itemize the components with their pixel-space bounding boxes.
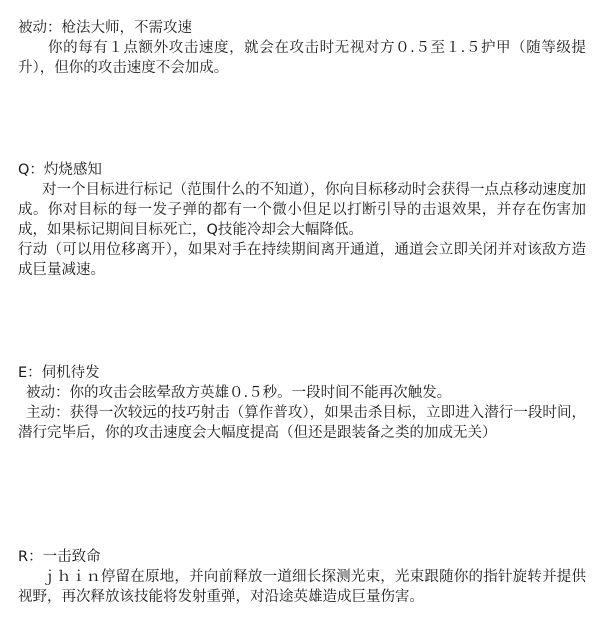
r-skill-heading: R：一击致命 xyxy=(18,549,101,565)
e-skill-passive: 被动：你的攻击会眩晕敌方英雄０.５秒。一段时间不能再次触发。 xyxy=(26,385,452,401)
q-skill-description-cont: 行动（可以用位移离开），如果对手在持续期间离开通道，通道会立即关闭并对该敌方造成巨量减速。 xyxy=(18,242,586,278)
r-skill-description: ｊｈｉｎ停留在原地，并向前释放一道细长探测光束，光束跟随你的指针旋转并提供视野，再次释放该技能将发射重弹，对沿途英雄造成巨量伤害。 xyxy=(18,569,586,605)
passive-description: 你的每有１点额外攻击速度，就会在攻击时无视对方０.５至１.５护甲（随等级提升），但你的攻击速度不会加成。 xyxy=(18,40,586,76)
q-skill-heading: Q：灼烧感知 xyxy=(18,162,102,178)
e-skill-section xyxy=(18,363,586,443)
q-skill-description: 对一个目标进行标记（范围什么的不知道），你向目标移动时会获得一点点移动速度加成。你对目标的每一发子弹的都有一个微小但足以打断引导的击退效果，并存在伤害加成，如果标记期间目标死亡，Q技能冷却会大幅降低。 xyxy=(18,182,586,238)
e-skill-active: 主动：获得一次较远的技巧射击（算作普攻），如果击杀目标，立即进入潜行一段时间，潜行完毕后，你的攻击速度会大幅度提高（但还是跟装备之类的加成无关） xyxy=(18,405,586,441)
passive-heading: 被动：枪法大师，不需攻速 xyxy=(18,20,192,36)
e-skill-heading: E：伺机待发 xyxy=(18,365,100,381)
q-skill-section xyxy=(18,160,586,280)
passive-section xyxy=(18,18,586,78)
r-skill-section xyxy=(18,547,586,607)
